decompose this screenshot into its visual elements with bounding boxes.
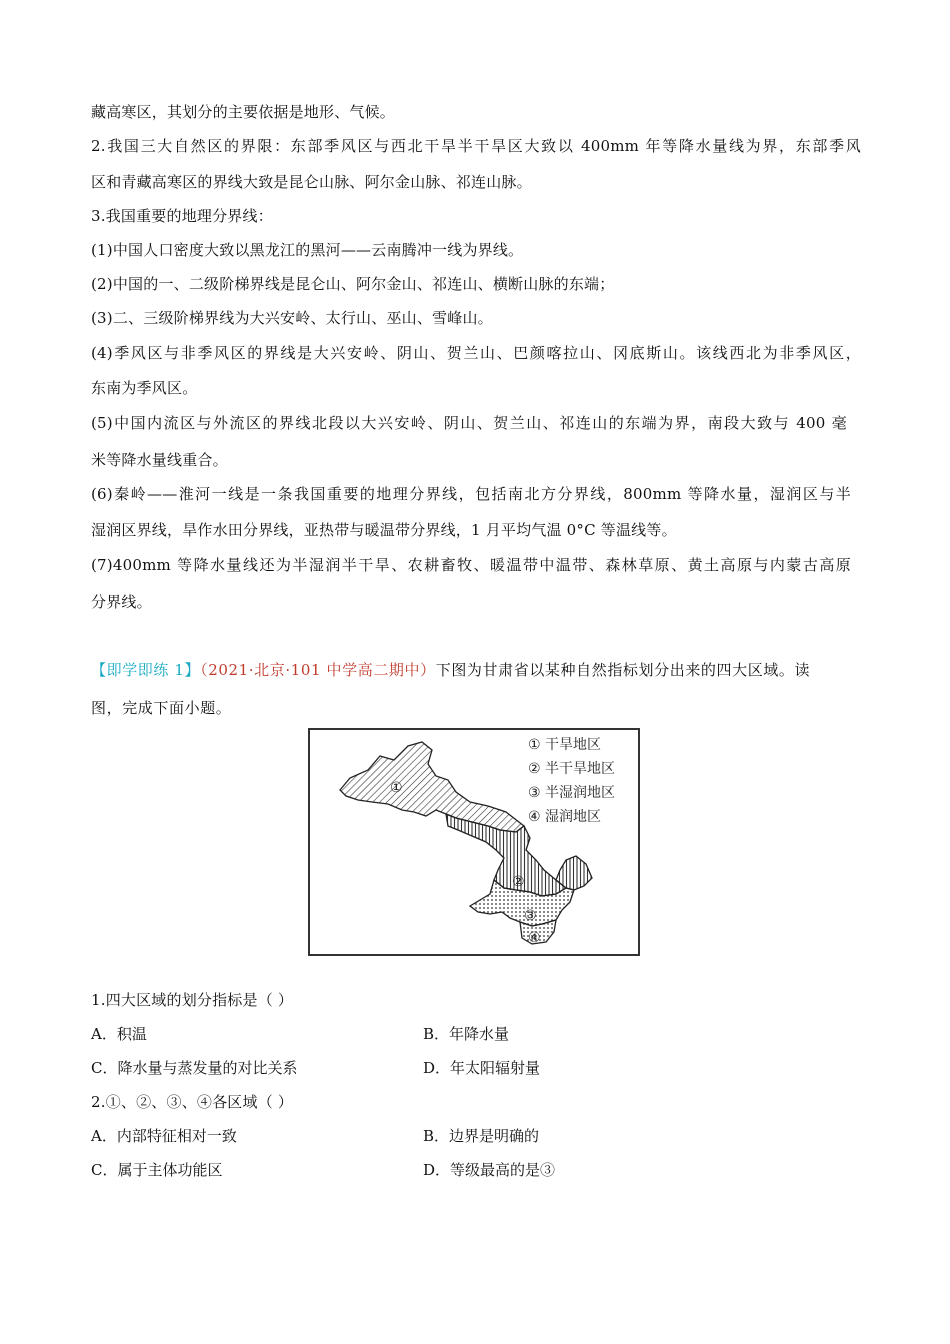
question-1-option-a[interactable]: A．积温 [91, 1025, 147, 1043]
region-label-3: ③ [524, 908, 537, 924]
legend-item-humid: ④ 湿润地区 [528, 809, 602, 825]
exercise-intro [91, 660, 861, 680]
gansu-map-figure [308, 728, 640, 956]
legend-item-arid: ① 干旱地区 [528, 737, 602, 753]
text-line: (4)季风区与非季风区的界线是大兴安岭、阴山、贺兰山、巴颜喀拉山、冈底斯山。该线西北为非季风区， [91, 344, 861, 362]
text-line: 东南为季风区。 [91, 379, 198, 397]
exercise-tag: 【即学即练 1】 [91, 661, 201, 679]
region-2-east-branch [556, 856, 592, 890]
region-label-1: ① [390, 780, 403, 796]
region-label-4: ④ [528, 930, 541, 946]
question-2-option-c[interactable]: C．属于主体功能区 [91, 1161, 223, 1179]
text-line: (2)中国的一、二级阶梯界线是昆仑山、阿尔金山、祁连山、横断山脉的东端； [91, 275, 615, 293]
text-line: (7)400mm 等降水量线还为半湿润半干旱、农耕畜牧、暖温带中温带、森林草原、黄土高原与内蒙古高原 [91, 556, 851, 574]
region-label-2: ② [512, 874, 525, 890]
exercise-source: （2021·北京·101 中学高二期中） [200, 661, 436, 679]
text-line: 藏高寒区，其划分的主要依据是地形、气候。 [91, 103, 396, 121]
question-2-option-b[interactable]: B．边界是明确的 [423, 1127, 540, 1145]
text-line: (6)秦岭——淮河一线是一条我国重要的地理分界线，包括南北方分界线，800mm 等降水量，湿润区与半 [91, 485, 851, 503]
question-2-stem: 2.①、②、③、④各区域（ ） [91, 1093, 294, 1111]
question-1-option-b[interactable]: B．年降水量 [423, 1025, 510, 1043]
text-line: (1)中国人口密度大致以黑龙江的黑河——云南腾冲一线为界线。 [91, 241, 524, 259]
text-line: 米等降水量线重合。 [91, 451, 228, 469]
exercise-intro-line2: 图，完成下面小题。 [91, 699, 232, 717]
region-1-arid [340, 742, 524, 832]
text-line: 分界线。 [91, 593, 152, 611]
legend-item-semiarid: ② 半干旱地区 [528, 761, 616, 777]
text-line: 3.我国重要的地理分界线： [91, 207, 273, 225]
question-1-stem: 1.四大区域的划分指标是（ ） [91, 991, 294, 1009]
question-1-option-c[interactable]: C．降水量与蒸发量的对比关系 [91, 1059, 298, 1077]
text-line: 区和青藏高寒区的界线大致是昆仑山脉、阿尔金山脉、祁连山脉。 [91, 173, 532, 191]
question-1-option-d[interactable]: D．年太阳辐射量 [423, 1059, 541, 1077]
text-line: (5)中国内流区与外流区的界线北段以大兴安岭、阴山、贺兰山、祁连山的东端为界，南段大致与 400 毫 [91, 414, 847, 432]
text-line: 2.我国三大自然区的界限：东部季风区与西北干旱半干旱区大致以 400mm 年等降水量线为界，东部季风 [91, 137, 861, 155]
text-line: (3)二、三级阶梯界线为大兴安岭、太行山、巫山、雪峰山。 [91, 309, 493, 327]
question-2-option-a[interactable]: A．内部特征相对一致 [91, 1127, 237, 1145]
text-line: 湿润区界线，旱作水田分界线，亚热带与暖温带分界线，1 月平均气温 0°C 等温线等。 [91, 521, 677, 539]
exercise-intro-text: 下图为甘肃省以某种自然指标划分出来的四大区域。读 [435, 661, 811, 679]
legend-item-semihumid: ③ 半湿润地区 [528, 785, 616, 801]
question-2-option-d[interactable]: D．等级最高的是③ [423, 1161, 556, 1179]
